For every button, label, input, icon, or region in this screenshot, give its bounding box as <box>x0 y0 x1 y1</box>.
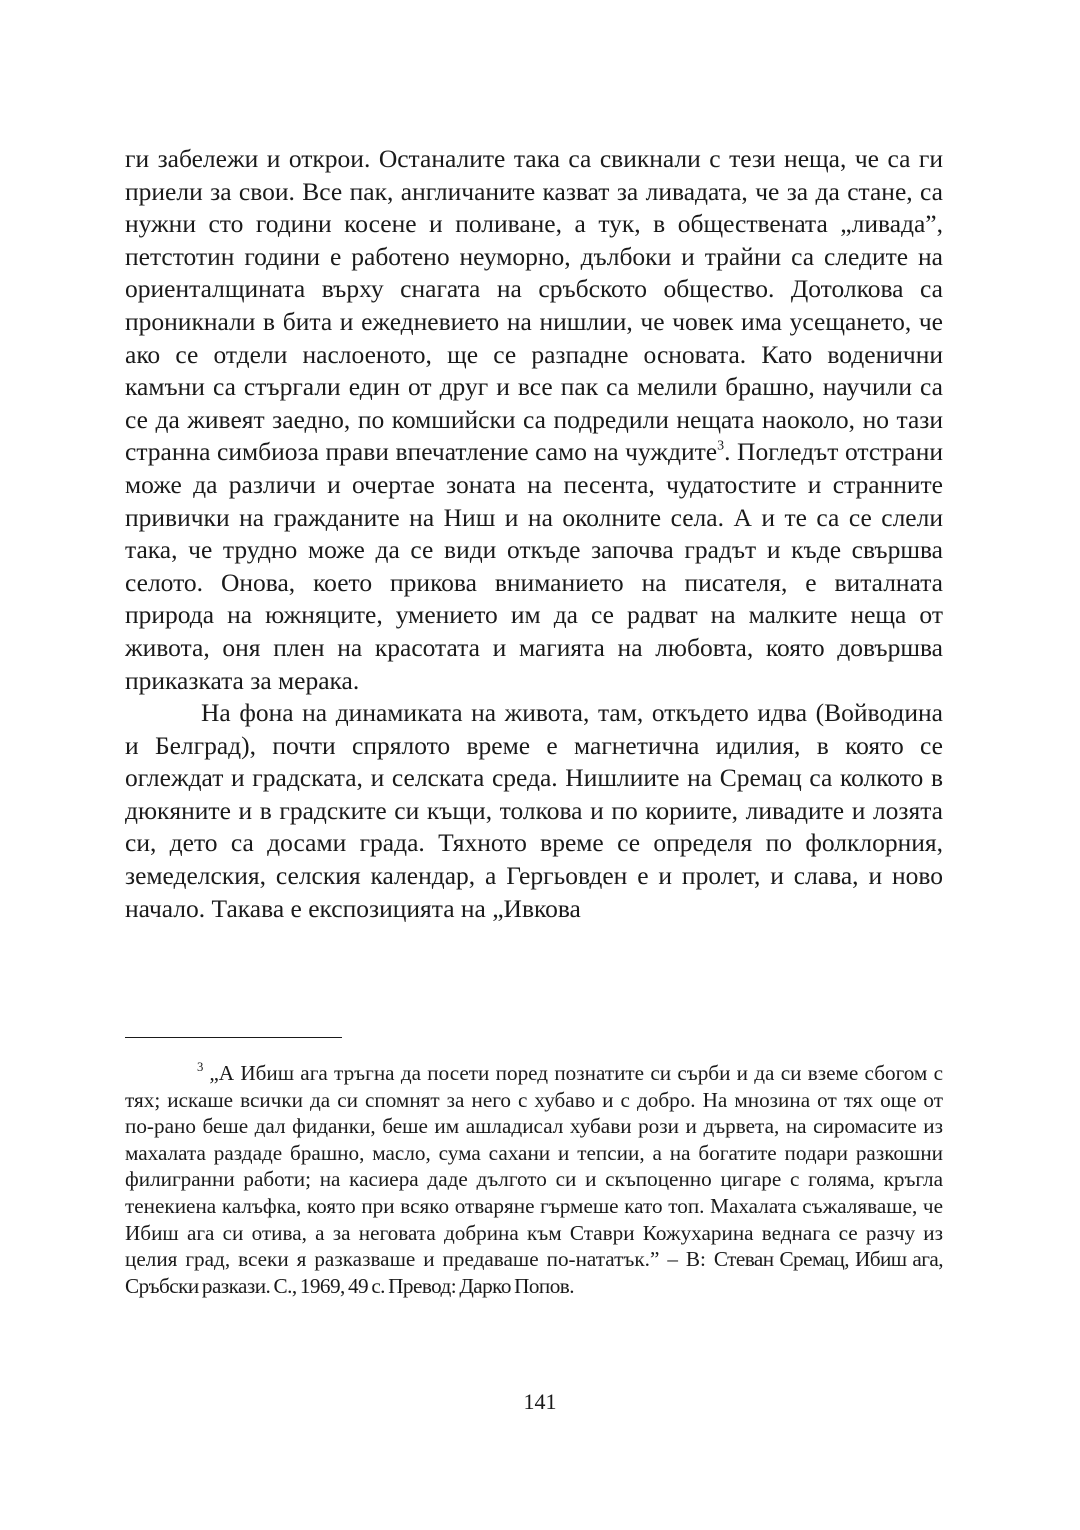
paragraph-1-text-a: ги забележи и открои. Останалите така са свикнали с тези неща, че са ги приели за свои. Все пак, англичаните казват за ливадата, че за да стане, са нужни сто години косене и поливане, а тук, в обществената „ливада”, петстотин години е работено неуморно, дълбоки и трайни са следите на ориенталщината върху снагата на сръбското общество. Дотолкова са проникнали в бита и ежедневието на нишлии, че човек има усещането, че ако се отдели наслоеното, ще се разпадне основата. Като воденични камъни са стъргали един от друг и все пак са мелили брашно, научили са се да живеят заедно, по комшийски са подредили нещата наоколо, но тази странна симбиоза прави впечатление само на чуждите <box>125 144 943 467</box>
footnote-citation: Стеван Сремац, Ибиш ага, Сръбски разкази. С., 1969, 49 с. Превод: Дарко Попов. <box>125 1247 944 1298</box>
paragraph-1 <box>125 143 943 697</box>
main-text <box>125 143 943 925</box>
paragraph-1-text-b: . Погледът отстрани може да различи и очертае зоната на песента, чудатостите и странните привички на гражданите на Ниш и на околните села. А и те са се слели така, че трудно може да се види откъде започва градът и къде свършва селото. Онова, което прикова вниманието на писателя, е виталната природа на южняците, умението им да се радват на малките неща от живота, оня плен на красотата и магията на любовта, която довършва приказката за мерака. <box>125 437 943 695</box>
footnote-separator <box>125 1037 342 1038</box>
footnote-3 <box>125 1060 943 1299</box>
page-number: 141 <box>523 1389 557 1414</box>
footnote-reference: 3 <box>717 438 725 454</box>
footnotes <box>125 1060 943 1299</box>
footnote-number: 3 <box>197 1060 204 1075</box>
footnote-text: „А Ибиш ага тръгна да посети поред познатите си сърби и да си вземе сбогом с тях; искаше всички да си спомнят за него с хубаво и с добро. На мнозина от тях още от по-рано беше дал фиданки, беше им ашладисал хубави рози и дървета, на сиромасите из махалата раздаде брашно, масло, сума сахани и тепсии, а на богатите подари разкошни филигранни работи; на касиера даде дългото си и скъпоценно цигаре с голяма, кръгла тенекиена калъфка, която при всяко отваряне гърмеше като топ. Махалата съжаляваше, че Ибиш ага си отива, а за неговата добрина към Ставри Кожухарина веднага се разчу из целия град, всеки я разказваше и предаваше по-нататък.” – В: <box>125 1061 943 1272</box>
paragraph-2: На фона на динамиката на живота, там, откъдето идва (Войводина и Белград), почти спрялото време е магнетична идилия, в която се оглеждат и градската, и селската среда. Нишлиите на Сремац са колкото в дюкяните и в градските си къщи, толкова и по кориите, ливадите и лозята си, дето са досами града. Тяхното време се определя по фолклорния, земеделския, селския календар, а Гергьовден е и пролет, и слава, и ново начало. Такава е експозицията на „Ивкова <box>125 698 943 923</box>
